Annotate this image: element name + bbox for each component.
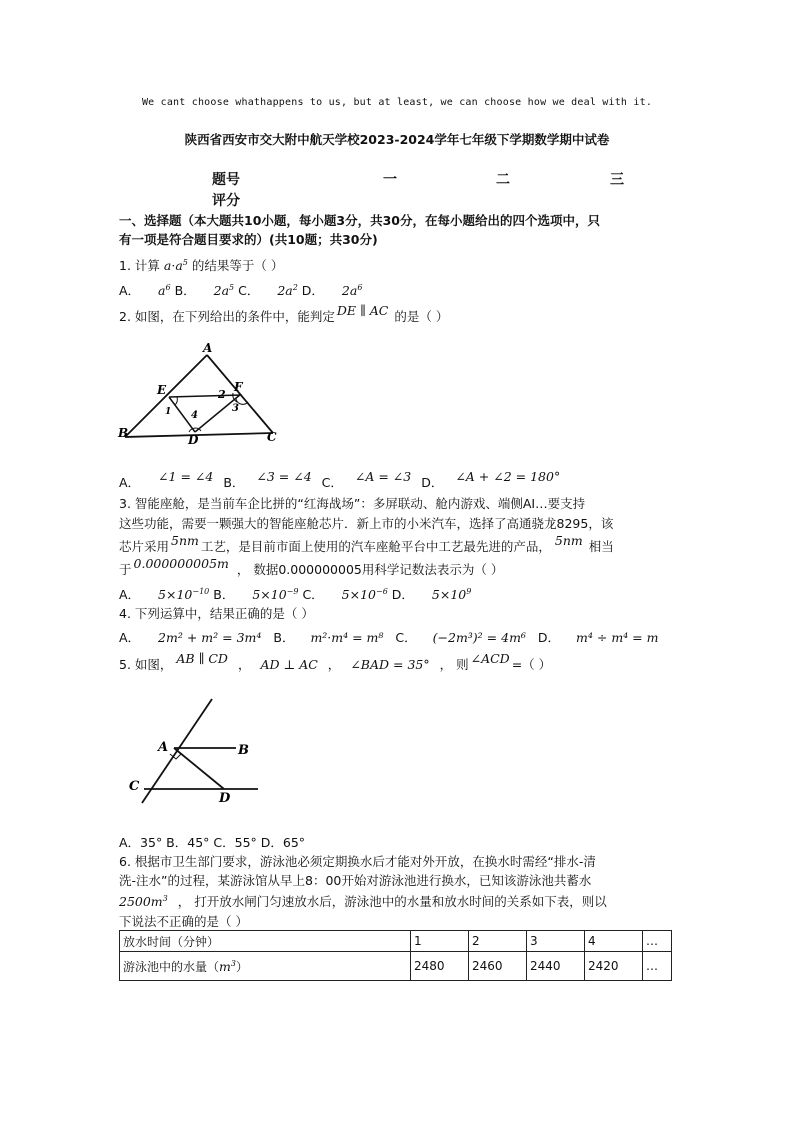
question-4-options: A． 2m² + m² = 3m⁴ B． m²·m⁴ = m⁸ C． (−2m³)² = 4m⁶ D． m⁴ ÷ m⁴ = m: [119, 630, 659, 645]
svg-text:B: B: [238, 743, 249, 758]
question-6-line-3: $2500m^3$ ， 打开放水闸门匀速放水后，游泳池中的水量和放水时间的关系如下表，则以: [119, 893, 607, 909]
exam-title: 陕西省西安市交大附中航天学校2023-2024学年七年级下学期数学期中试卷: [184, 132, 610, 147]
q2-option-a: ∠1 = ∠4: [158, 469, 214, 484]
q1-option-b: $2a^5$: [213, 282, 235, 298]
question-3-line-1: 3. 智能座舱，是当前车企比拼的“红海战场”：多屏联动、舱内游戏、端侧AI…要支持: [119, 496, 586, 511]
score-header-label-score: 评分: [212, 193, 240, 209]
q3-option-c: $5\times 10^{-6}$: [341, 586, 388, 602]
question-3-line-4: 于 0.000000005m ， 数据0.000000005用科学记数法表示为（ ）: [119, 556, 504, 577]
question-6-line-4: 下说法不正确的是（ ）: [119, 914, 248, 929]
svg-text:D: D: [188, 433, 199, 447]
q1-option-d: $2a^6$: [341, 282, 363, 298]
section-1-line-2: 有一项是符合题目要求的）(共10题；共30分): [119, 232, 378, 247]
svg-text:C: C: [267, 430, 277, 444]
question-5-options: A．35° B．45° C．55° D．65°: [119, 835, 306, 850]
svg-text:1: 1: [165, 407, 172, 417]
score-header-label-question: 题号: [212, 172, 240, 188]
table-row: [120, 931, 672, 952]
q1-stem-a: 1. 计算: [119, 258, 160, 273]
question-6-line-2: 洗-注水”的过程，某游泳馆从早上8：00开始对游泳池进行换水，已知该游泳池共蓄水: [119, 873, 592, 888]
q3-option-b: $5\times 10^{-9}$: [252, 586, 299, 602]
score-header-col-3: 三: [610, 172, 624, 188]
table-cell: 1: [411, 931, 469, 952]
table-cell: 2480: [411, 952, 469, 981]
question-2-stem: 2. 如图，在下列给出的条件中，能判定 DE ∥ AC 的是（ ）: [119, 303, 449, 324]
question-5-stem: 5. 如图， AB ∥ CD ， AD ⊥ AC ， ∠BAD = 35° ， 则 ∠ACD =（ ）: [119, 651, 552, 672]
score-header-col-2: 二: [496, 172, 510, 188]
q4-option-b: m²·m⁴ = m⁸: [310, 630, 384, 645]
svg-text:A: A: [203, 341, 213, 355]
question-1-options: A． $a^6$ B． $2a^5$ C． $2a^2$ D． $2a^6$: [119, 282, 363, 298]
question-2-options: A． ∠1 = ∠4 B． ∠3 = ∠4 C． ∠A = ∠3 D． ∠A + ∠2 = 180°: [119, 469, 561, 490]
table-cell: 3: [527, 931, 585, 952]
q2-option-b: ∠3 = ∠4: [256, 469, 312, 484]
question-1-stem: [119, 256, 283, 274]
table-cell: 2440: [527, 952, 585, 981]
table-cell: 2: [469, 931, 527, 952]
question-3-line-3: 芯片采用 5nm 工艺，是目前市面上使用的汽车座舱平台中工艺最先进的产品， 5nm 相当: [119, 533, 614, 554]
q4-option-d: m⁴ ÷ m⁴ = m: [576, 630, 659, 645]
svg-text:2: 2: [218, 388, 226, 401]
question-4-stem: 4. 下列运算中，结果正确的是（ ）: [119, 606, 314, 621]
table-cell: 4: [585, 931, 643, 952]
section-1-line-1: 一、选择题（本大题共10小题，每小题3分，共30分，在每小题给出的四个选项中，只: [119, 213, 600, 228]
svg-text:A: A: [158, 740, 169, 755]
q1-expression: $a\cdot a^5$: [163, 257, 188, 273]
figure-parallel-lines-q5: [120, 695, 280, 810]
question-3-line-2: 这些功能，需要一颗强大的智能座舱芯片．新上市的小米汽车，选择了高通骁龙8295，该: [119, 516, 614, 531]
svg-text:F: F: [234, 380, 243, 394]
q4-option-a: 2m² + m² = 3m⁴: [158, 630, 262, 645]
figure-triangle-q2: [115, 335, 295, 450]
q2-condition: DE ∥ AC: [336, 303, 389, 318]
svg-text:D: D: [219, 791, 231, 806]
motto: We cant choose whathappens to us, but at least, we can choose how we deal with it.: [141, 97, 653, 108]
table-cell: …: [643, 952, 672, 981]
table-cell: 2460: [469, 952, 527, 981]
q2-option-d: ∠A + ∠2 = 180°: [455, 469, 561, 484]
table-cell: …: [643, 931, 672, 952]
q1-stem-b: 的结果等于（ ）: [191, 258, 284, 273]
table-cell: 游泳池中的水量$(m^3)$: [120, 952, 411, 981]
q1-option-c: $2a^2$: [277, 282, 298, 298]
q1-option-a: $a^6$: [158, 282, 171, 298]
question-6-line-1: 6. 根据市卫生部门要求，游泳池必须定期换水后才能对外开放，在换水时需经“排水-清: [119, 854, 596, 869]
q3-option-a: $5\times 10^{-10}$: [158, 586, 210, 602]
table-row: [120, 952, 672, 981]
table-cell: 2420: [585, 952, 643, 981]
q6-data-table: [119, 930, 672, 981]
svg-text:C: C: [129, 779, 140, 794]
svg-text:E: E: [157, 383, 167, 397]
svg-text:3: 3: [232, 403, 239, 414]
score-header-col-1: 一: [383, 172, 397, 188]
q3-option-d: $5\times 10^9$: [431, 586, 472, 602]
table-cell: 放水时间（分钟）: [120, 931, 411, 952]
q6-volume: $2500m^3$: [119, 893, 168, 909]
svg-text:B: B: [118, 426, 129, 440]
svg-text:4: 4: [191, 410, 198, 421]
q2-option-c: ∠A = ∠3: [354, 469, 412, 484]
question-3-options: A． $5\times 10^{-10}$ B． $5\times 10^{-9}$ C． $5\times 10^{-6}$ D． $5\times 10^9$: [119, 586, 472, 602]
q4-option-c: (−2m³)² = 4m⁶: [432, 630, 526, 645]
